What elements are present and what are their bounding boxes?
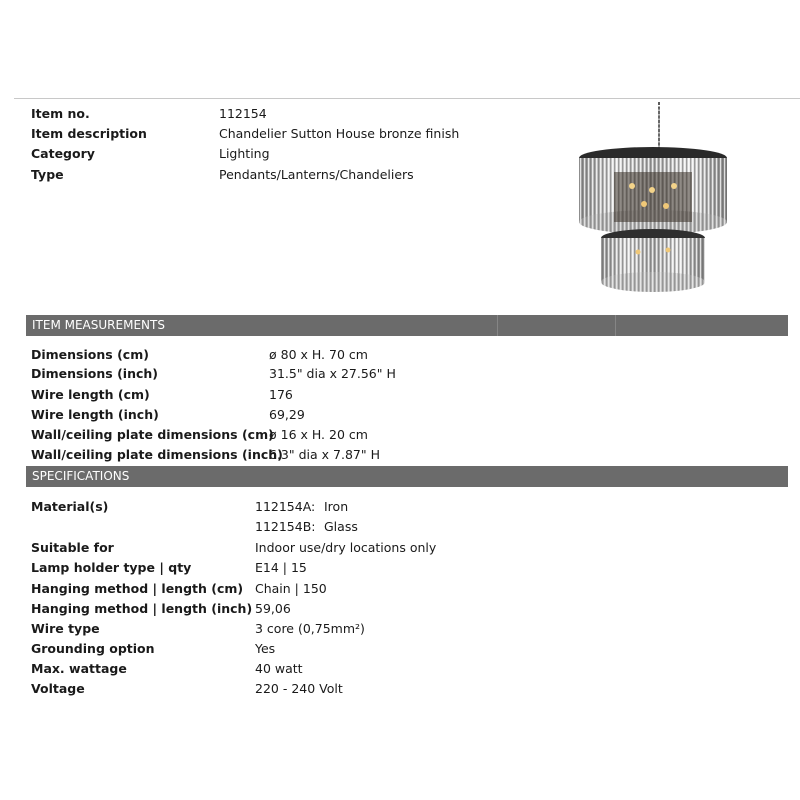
type-label: Type (31, 167, 64, 182)
spec-label: Grounding option (31, 641, 155, 656)
specifications-title: SPECIFICATIONS (32, 469, 130, 483)
item-description-label: Item description (31, 126, 147, 141)
spec-label: Max. wattage (31, 661, 127, 676)
measurement-value: 69,29 (269, 407, 305, 422)
spec-label: Suitable for (31, 540, 114, 555)
measurement-value: 176 (269, 387, 293, 402)
spec-label: Hanging method | length (inch) (31, 601, 253, 616)
spec-value: Yes (255, 641, 276, 656)
spec-value: 40 watt (255, 661, 303, 676)
spec-label: Hanging method | length (cm) (31, 581, 244, 596)
material-b-value: Glass (324, 519, 358, 534)
spec-label: Wire type (31, 621, 100, 636)
material-label: Material(s) (31, 499, 109, 514)
spec-value: E14 | 15 (255, 560, 307, 575)
measurements-header (26, 315, 788, 336)
measurement-label: Wire length (cm) (31, 387, 150, 402)
material-a-code: 112154A: (255, 499, 316, 514)
product-image (574, 100, 728, 296)
measurements-title: ITEM MEASUREMENTS (32, 318, 165, 332)
spec-value: Chain | 150 (255, 581, 327, 596)
item-no-label: Item no. (31, 106, 90, 121)
measurement-label: Wire length (inch) (31, 407, 159, 422)
item-description-value: Chandelier Sutton House bronze finish (219, 126, 460, 141)
material-a-value: Iron (324, 499, 349, 514)
band-divider (615, 315, 616, 336)
spec-label: Voltage (31, 681, 85, 696)
item-no-value: 112154 (219, 106, 267, 121)
measurement-label: Dimensions (cm) (31, 347, 149, 362)
category-value: Lighting (219, 146, 270, 161)
specifications-header (26, 466, 788, 487)
spec-value: 59,06 (255, 601, 291, 616)
measurement-label: Wall/ceiling plate dimensions (cm) (31, 427, 274, 442)
band-divider (497, 315, 498, 336)
spec-value: 3 core (0,75mm²) (255, 621, 365, 636)
measurement-value: ø 16 x H. 20 cm (269, 427, 368, 442)
spec-label: Lamp holder type | qty (31, 560, 192, 575)
header-divider (14, 98, 800, 99)
measurement-value: 31.5" dia x 27.56" H (269, 366, 396, 381)
spec-value: Indoor use/dry locations only (255, 540, 437, 555)
spec-value: 220 - 240 Volt (255, 681, 343, 696)
type-value: Pendants/Lanterns/Chandeliers (219, 167, 414, 182)
measurement-value: ø 80 x H. 70 cm (269, 347, 368, 362)
measurement-label: Dimensions (inch) (31, 366, 158, 381)
category-label: Category (31, 146, 95, 161)
measurement-label: Wall/ceiling plate dimensions (inch) (31, 447, 283, 462)
measurement-value: 6.3" dia x 7.87" H (269, 447, 380, 462)
material-b-code: 112154B: (255, 519, 316, 534)
chandelier-icon (574, 100, 728, 296)
